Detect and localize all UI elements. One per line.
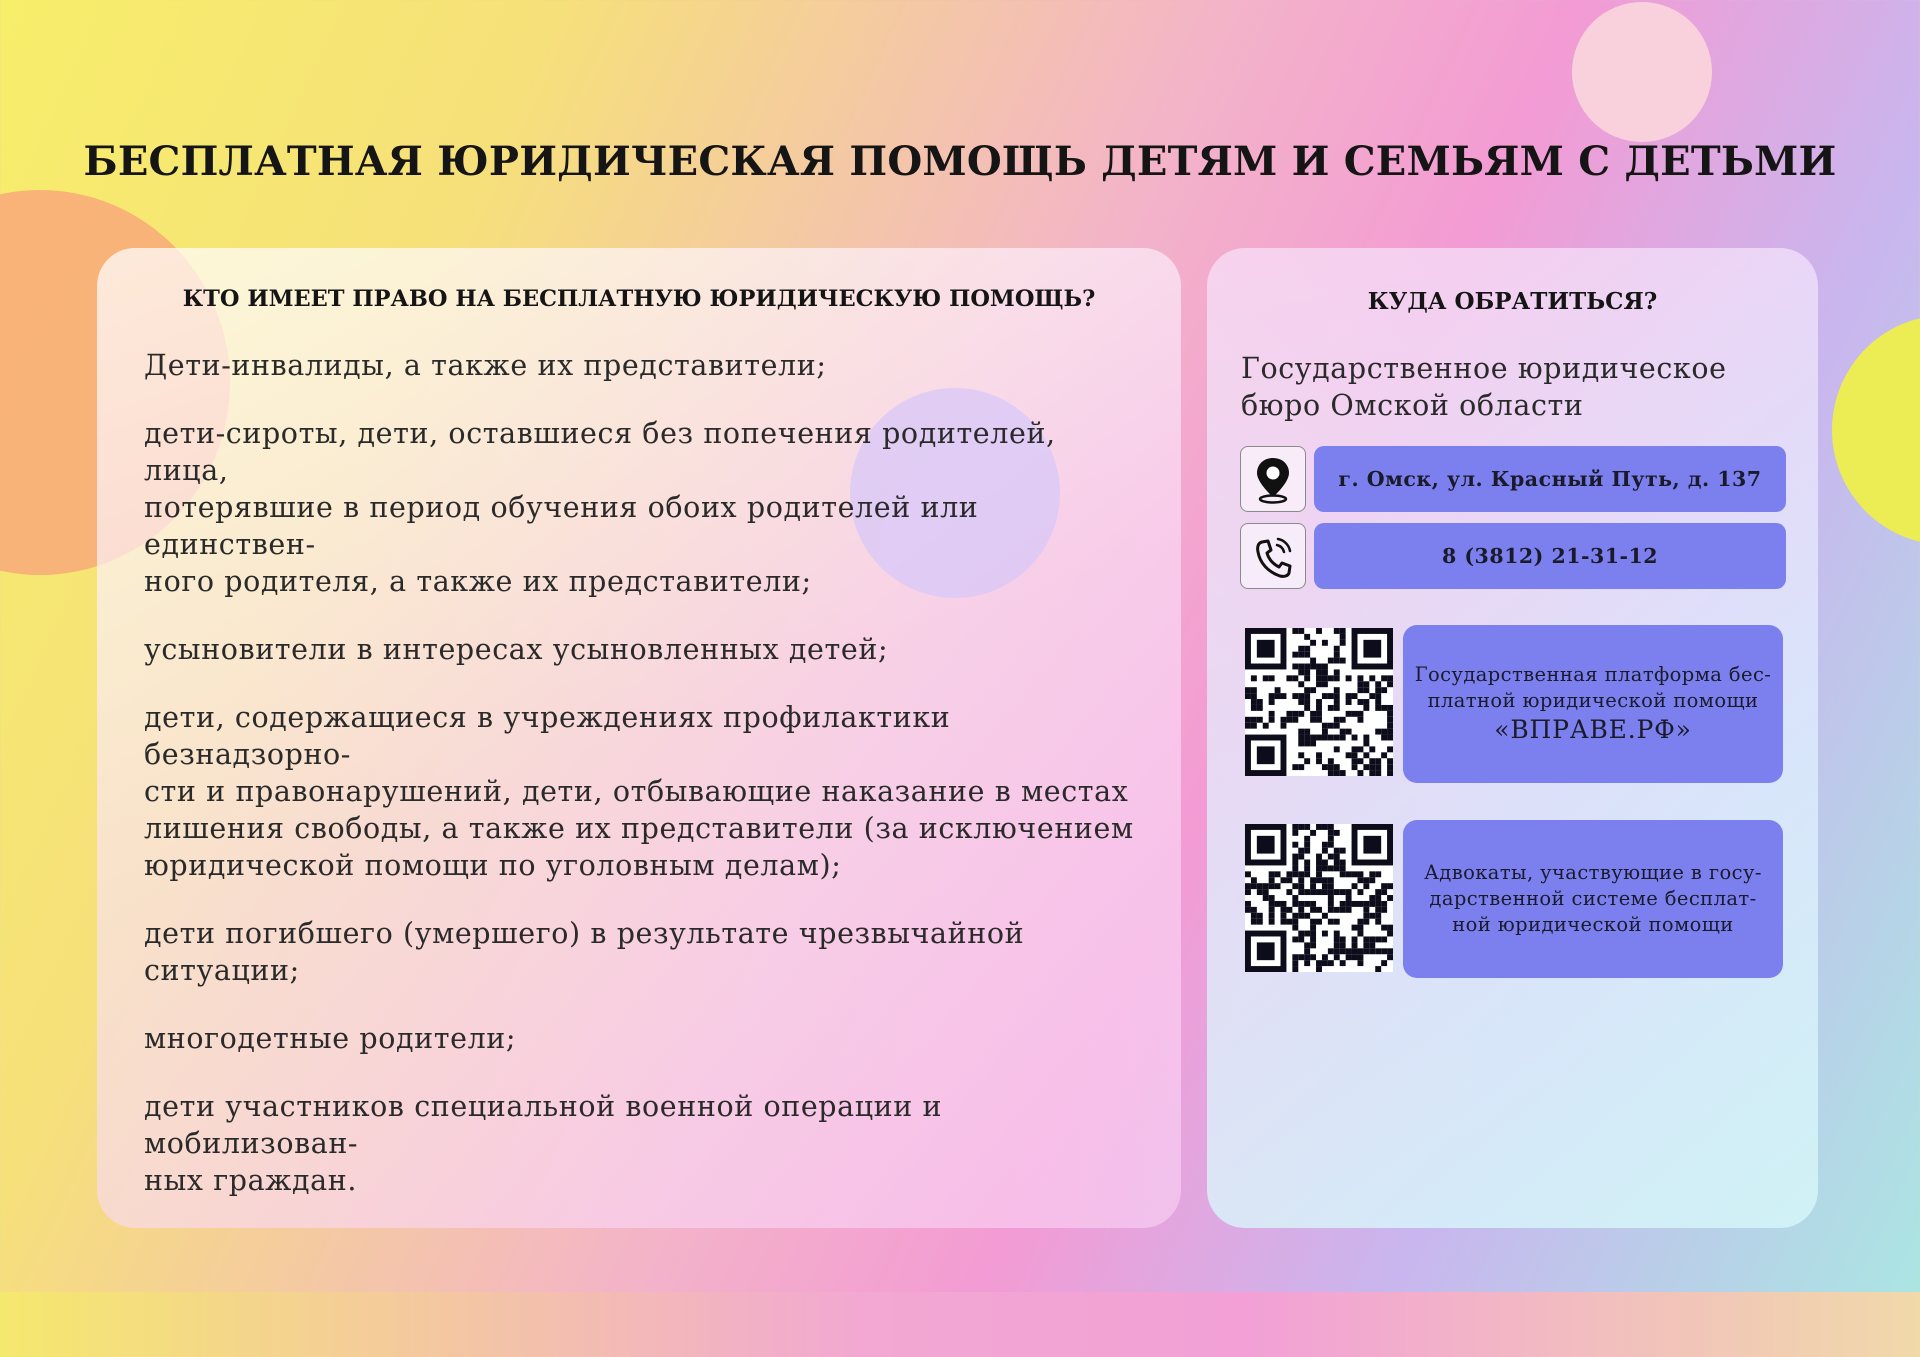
eligibility-item-line: юридической помощи по уголовным делам); [144, 849, 842, 882]
bottom-band [0, 1292, 1920, 1357]
eligibility-item-line: усыновители в интересах усыновленных детей; [144, 633, 889, 666]
eligibility-item-line: потерявшие в период обучения обоих родителей или единствен- [144, 491, 979, 561]
lawyers-card[interactable] [1403, 820, 1783, 978]
address-pill[interactable]: г. Омск, ул. Красный Путь, д. 137 [1314, 446, 1786, 512]
platform-text-line: Государственная платформа бес- [1414, 663, 1772, 686]
eligibility-item [144, 347, 1144, 384]
eligibility-item [144, 415, 1144, 600]
phone-pill[interactable]: 8 (3812) 21-31-12 [1314, 523, 1786, 589]
eligibility-item-line: Дети-инвалиды, а также их представители; [144, 349, 827, 382]
eligibility-item [144, 915, 1144, 989]
platform-text-line: платной юридической помощи [1427, 689, 1759, 712]
decor-circle-pink [1572, 2, 1712, 142]
phone-icon [1240, 523, 1306, 589]
platform-card[interactable] [1403, 625, 1783, 783]
location-pin-icon [1240, 446, 1306, 512]
lawyers-text-line: Адвокаты, участвующие в госу- [1424, 861, 1762, 884]
eligibility-item-line: дети, содержащиеся в учреждениях профилактики безнадзорно- [144, 701, 951, 771]
bureau-name-line: бюро Омской области [1241, 389, 1584, 422]
eligibility-item [144, 1088, 1144, 1199]
page-title: БЕСПЛАТНАЯ ЮРИДИЧЕСКАЯ ПОМОЩЬ ДЕТЯМ И СЕМЬЯМ С ДЕТЬМИ [83, 138, 1837, 185]
bureau-name [1241, 350, 1781, 424]
contacts-card [1207, 248, 1818, 1228]
eligibility-item-line: многодетные родители; [144, 1022, 517, 1055]
lawyers-text-line: ной юридической помощи [1452, 913, 1734, 936]
decor-circle-yellow [1832, 315, 1920, 545]
lawyers-text-line: дарственной системе бесплат- [1429, 887, 1757, 910]
platform-name: «ВПРАВЕ.РФ» [1494, 715, 1692, 744]
eligibility-heading: КТО ИМЕЕТ ПРАВО НА БЕСПЛАТНУЮ ЮРИДИЧЕСКУЮ ПОМОЩЬ? [182, 286, 1096, 312]
eligibility-item [144, 1020, 1144, 1057]
eligibility-item [144, 699, 1144, 884]
eligibility-list [144, 347, 1144, 1230]
qr-code-vprave-icon[interactable] [1245, 628, 1393, 776]
eligibility-item-line: дети-сироты, дети, оставшиеся без попечения родителей, лица, [144, 417, 1056, 487]
contacts-heading: КУДА ОБРАТИТЬСЯ? [1367, 288, 1658, 315]
eligibility-item [144, 631, 1144, 668]
eligibility-item-line: сти и правонарушений, дети, отбывающие наказание в местах [144, 775, 1129, 808]
bureau-name-line: Государственное юридическое [1241, 352, 1727, 385]
eligibility-item-line: ных граждан. [144, 1164, 357, 1197]
eligibility-item-line: дети участников специальной военной операции и мобилизован- [144, 1090, 943, 1160]
qr-code-lawyers-icon[interactable] [1245, 824, 1393, 972]
eligibility-card [97, 248, 1181, 1228]
eligibility-item-line: ного родителя, а также их представители; [144, 565, 812, 598]
eligibility-item-line: лишения свободы, а также их представители (за исключением [144, 812, 1134, 845]
eligibility-item-line: дети погибшего (умершего) в результате чрезвычайной ситуации; [144, 917, 1025, 987]
